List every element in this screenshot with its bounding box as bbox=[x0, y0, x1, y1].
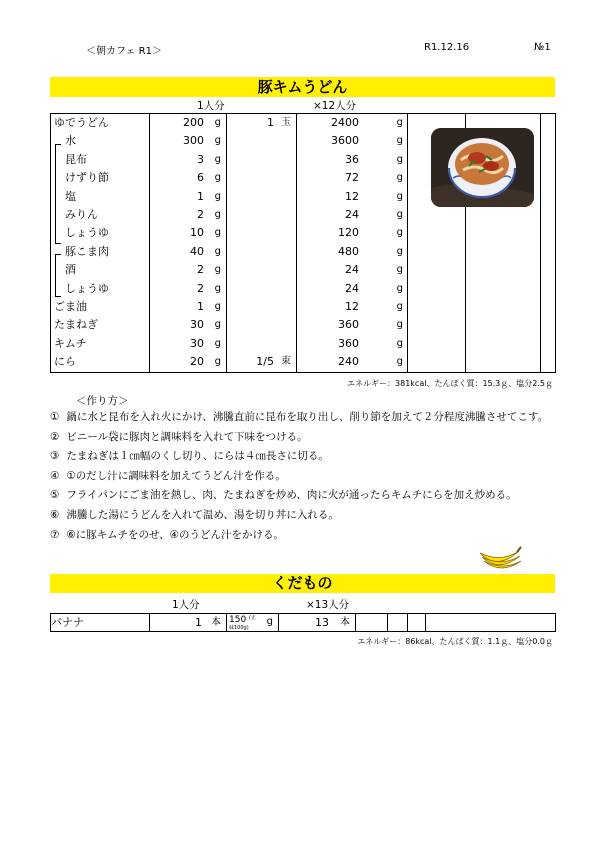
per-person-amount: 1 g bbox=[197, 299, 221, 313]
fruit-col-one-header: 1人分 bbox=[172, 599, 200, 611]
batch-amount: 36 g bbox=[345, 152, 403, 166]
main-energy-note: エネルギー：381kcal、たんぱく質：15.3ｇ、塩分2.5ｇ bbox=[347, 379, 553, 388]
fruit-alt-amount: 150 (正 味100g) g bbox=[227, 614, 279, 632]
per-person-amount: 300 g bbox=[183, 134, 221, 148]
method-step: ① 鍋に水と昆布を入れ火にかけ、沸騰直前に昆布を取り出し、削り節を加えて２分程度沸騰させてこす。 bbox=[50, 411, 549, 423]
per-person-amount: 6 g bbox=[197, 171, 221, 185]
batch-amount: 72 g bbox=[345, 171, 403, 185]
method-step: ⑦ ⑥に豚キムチをのせ、④のうどん汁をかける。 bbox=[50, 528, 285, 541]
ingredient-name: 塩 bbox=[65, 189, 76, 203]
main-col-many-header: ×12人分 bbox=[313, 100, 357, 112]
batch-amount: 24 g bbox=[345, 281, 403, 295]
method-steps bbox=[50, 408, 560, 545]
ingredient-name: 豚こま肉 bbox=[65, 244, 109, 258]
per-person-amount: 2 g bbox=[197, 263, 221, 277]
blank-cell bbox=[356, 614, 388, 632]
ingredient-name: キムチ bbox=[54, 336, 87, 350]
per-person-amount: 20 g bbox=[190, 355, 221, 369]
per-person-amount: 30 g bbox=[190, 318, 221, 332]
fruit-name: バナナ bbox=[51, 614, 150, 632]
per-person-amount: 2 g bbox=[197, 281, 221, 295]
batch-amount: 480 g bbox=[338, 244, 403, 258]
ingredient-name-column bbox=[51, 114, 150, 373]
date-label: R1.12.16 bbox=[424, 42, 470, 53]
ingredient-name: けずり節 bbox=[65, 171, 109, 185]
fruit-energy-note: エネルギー：86kcal、たんぱく質：1.1ｇ、塩分0.0ｇ bbox=[357, 637, 553, 646]
ingredient-name: みりん bbox=[65, 207, 98, 221]
method-step: ② ビニール袋に豚肉と調味料を入れて下味をつける。 bbox=[50, 430, 308, 443]
number-label: №1 bbox=[534, 42, 551, 53]
per-person-amount: 1 g bbox=[197, 189, 221, 203]
fruit-title: くだもの bbox=[50, 574, 555, 593]
alt-amount: 1 玉 bbox=[267, 116, 291, 129]
alt-amount: 1/5 束 bbox=[256, 355, 291, 369]
batch-amount: 12 g bbox=[345, 299, 403, 313]
ingredient-name: にら bbox=[54, 355, 76, 369]
per-person-amount: 30 g bbox=[190, 336, 221, 350]
per-person-amount: 10 g bbox=[190, 226, 221, 240]
per-person-amount: 40 g bbox=[190, 244, 221, 258]
batch-amount: 24 g bbox=[345, 263, 403, 277]
fruit-table bbox=[50, 613, 556, 632]
ingredient-name: しょうゆ bbox=[65, 226, 109, 240]
batch-amount: 360 g bbox=[338, 336, 403, 350]
ingredient-name: ごま油 bbox=[54, 299, 87, 313]
main-dish-title: 豚キムうどん bbox=[50, 77, 555, 97]
fruit-col-many-header: ×13人分 bbox=[306, 599, 350, 611]
batch-amount: 12 g bbox=[345, 189, 403, 203]
cafe-label: ＜朝カフェ R1＞ bbox=[86, 46, 162, 57]
ingredient-name: たまねぎ bbox=[54, 318, 98, 332]
batch-amount: 2400 g bbox=[331, 116, 403, 129]
per-person-amount: 200 g bbox=[183, 116, 221, 129]
blank-cell bbox=[408, 614, 426, 632]
main-col-one-header: 1人分 bbox=[197, 100, 225, 112]
per-person-column bbox=[150, 114, 227, 373]
blank-cell bbox=[388, 614, 408, 632]
per-person-amount: 2 g bbox=[197, 207, 221, 221]
blank-cell bbox=[426, 614, 556, 632]
ingredient-name: 水 bbox=[65, 134, 76, 148]
batch-amount: 24 g bbox=[345, 207, 403, 221]
method-step: ⑥ 沸騰した湯にうどんを入れて温め、湯を切り丼に入れる。 bbox=[50, 508, 339, 521]
batch-amount: 360 g bbox=[338, 318, 403, 332]
fruit-batch-amount: 13 本 bbox=[279, 614, 356, 632]
method-step: ③ たまねぎは１㎝幅のくし切り、にらは４㎝長さに切る。 bbox=[50, 450, 329, 463]
ingredient-name: 酒 bbox=[65, 263, 76, 277]
method-step: ④ ①のだし汁に調味料を加えてうどん汁を作る。 bbox=[50, 469, 286, 482]
ingredient-name: 昆布 bbox=[65, 152, 87, 166]
method-step: ⑤ フライパンにごま油を熱し、肉、たまねぎを炒め、肉に火が通ったらキムチにらを加え炒める。 bbox=[50, 489, 517, 502]
alt-unit-column bbox=[227, 114, 297, 373]
batch-amount: 3600 g bbox=[331, 134, 403, 148]
batch-amount-column bbox=[297, 114, 408, 373]
blank-column bbox=[541, 114, 556, 373]
method-heading: ＜作り方＞ bbox=[76, 395, 129, 407]
per-person-amount: 3 g bbox=[197, 152, 221, 166]
dish-photo bbox=[431, 128, 534, 207]
banana-illustration bbox=[477, 543, 523, 574]
ingredient-name: しょうゆ bbox=[65, 281, 109, 295]
ingredient-name: ゆでうどん bbox=[54, 116, 109, 129]
batch-amount: 240 g bbox=[338, 355, 403, 369]
batch-amount: 120 g bbox=[338, 226, 403, 240]
fruit-per-person: 1 本 bbox=[150, 614, 227, 632]
